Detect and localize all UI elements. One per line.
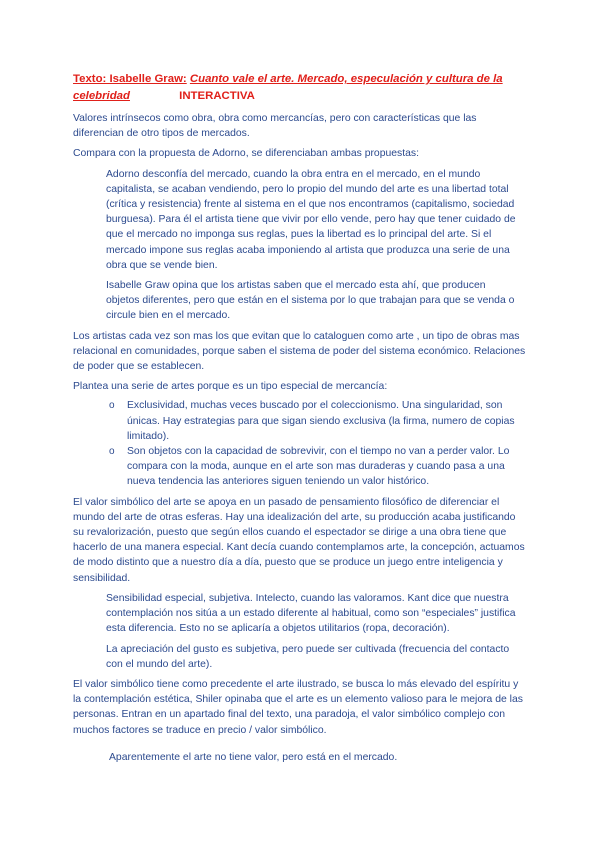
paragraph-artists: Los artistas cada vez son mas los que evitan que lo cataloguen como arte , un tipo de obras mas relacional en comunidades, porque saben el sistema de poder del sistema económico. Relaciones de poder que se establecen.: [73, 330, 526, 373]
interactive-tag: INTERACTIVA: [179, 90, 255, 102]
paragraph-symbolic-value: El valor simbólico del arte se apoya en un pasado de pensamiento filosófico de diferenciar el mundo del arte de otras esferas. Hay una idealización del arte, su producción acaba justificando su revalorización, puesto que según ellos cuando el espectador se dirige a una obra tiene que hacerlo de una manera especial. Kant decía cuando contemplamos arte, la concepción, actuamos de modo distinto que a nuestro día a día, puesto que se produce un juego entre inteligencia y sensibilidad.: [73, 496, 525, 584]
list-item: [73, 444, 528, 490]
list-item: [73, 398, 528, 444]
paragraph-intrinsic-values: Valores intrínsecos como obra, obra como mercancías, pero con características que las diferencian de otro tipos de mercados.: [73, 113, 477, 140]
paragraph-illustrated-art: El valor simbólico tiene como precedente el arte ilustrado, se busca lo más elevado del espíritu y la contemplación estética, Shiler opinaba que el arte es un elemento valioso para le mejora de las personas. Entran en un apartado final del texto, una paradoja, el valor simbólico complejo con muchos factores se traduce en precio / valor simbólico.: [73, 678, 523, 736]
bullet-marker: o: [109, 400, 115, 412]
paragraph-adorno-compare: Compara con la propuesta de Adorno, se diferenciaban ambas propuestas:: [73, 148, 419, 160]
paragraph-series: Plantea una serie de artes porque es un tipo especial de mercancía:: [73, 381, 388, 393]
title-label: Texto: Isabelle Graw:: [73, 73, 187, 85]
bullet-list: [73, 398, 528, 489]
quote-taste: La apreciación del gusto es subjetiva, pero puede ser cultivada (frecuencia del contacto con el mundo del arte).: [106, 643, 510, 670]
work-title: Cuanto vale el arte. Mercado, especulación y cultura de la celebridad: [73, 73, 503, 102]
quote-graw: Isabelle Graw opina que los artistas saben que el mercado esta ahí, que producen objetos diferentes, pero que están en el sistema por lo que trabajan para que se venda o circule bien en el mercado.: [106, 280, 515, 322]
bullet-text: Exclusividad, muchas veces buscado por el coleccionismo. Una singularidad, son únicas. Hay estrategias para que sigan siendo exclusiva (la firma, numero de copias limitado).: [127, 400, 515, 442]
quote-sensibility: Sensibilidad especial, subjetiva. Intelecto, cuando las valoramos. Kant dice que nuestra contemplación nos sitúa a un estado diferente al habitual, como son “especiales” justifica esta diferencia. Esto no se aplicaría a objetos utilitarios (ropa, decoración).: [106, 592, 516, 635]
bullet-text: Son objetos con la capacidad de sobrevivir, con el tiempo no van a perder valor. Lo compara con la moda, aunque en el arte son mas duraderas y cuando pasa a una nueva tendencia las anteriores siguen teniendo un valor histórico.: [127, 446, 510, 488]
paragraph-conclusion: Aparentemente el arte no tiene valor, pero está en el mercado.: [109, 751, 398, 763]
quote-adorno: Adorno desconfía del mercado, cuando la obra entra en el mercado, en el mundo capitalista, se acaban vendiendo, pero lo propio del mundo del arte es una libertad total (crítica y resistencia) frente al sistema en el que nos encontramos (capitalismo, sociedad burguesa). Para él el artista tiene que vivir por ello vende, pero hay que tener cuidado de que el mercado no imponga sus reglas, pues la libertad es lo principal del arte. Si el mercado impone sus reglas acaba imponiendo al artista que produzca una serie de una obra que se vende bien.: [106, 168, 516, 271]
document-title: [73, 71, 528, 105]
bullet-marker: o: [109, 446, 115, 458]
